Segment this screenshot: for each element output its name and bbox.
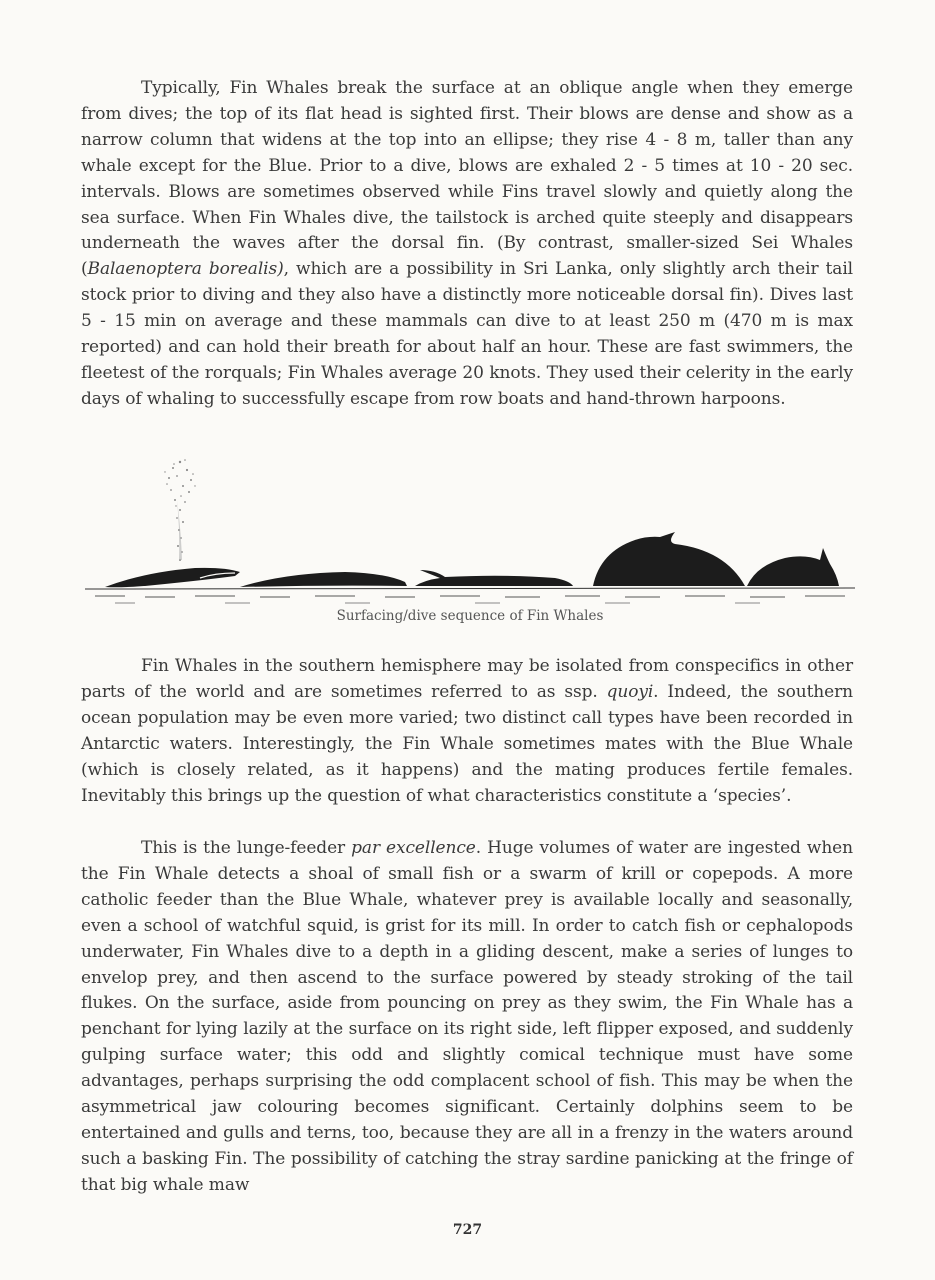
whale-1-head bbox=[105, 568, 240, 587]
whale-4-arch bbox=[593, 532, 745, 586]
page-number: 727 bbox=[452, 1222, 483, 1238]
whale-5-tailstock bbox=[747, 548, 839, 586]
text-run: Typically, Fin Whales break the surface at an oblique angle when they emerge from dives; the top of its flat head is sighted first. Their blows are dense and show as a narrow column that widens at the top into an ellipse; they rise 4 - 8 m, taller than any whale except for the Blue. Prior to a dive, blows are exhaled 2 - 5 times at 10 - 20 sec. intervals. Blows are sometimes observed while Fins travel slowly and quietly along the sea surface. When Fin Whales dive, the tailstock is arched quite steeply and disappears underneath the waves after the dorsal fin. (By contrast, smaller-sized Sei Whales ( bbox=[81, 78, 853, 280]
text-run: , which are a possibility in Sri Lanka, only slightly arch their tail stock prior to diving and they also have a distinctly more noticeable dorsal fin). Dives last 5 - 15 min on average and these mammals can dive to at least 250 m (470 m is max reported) and can hold their breath for about half an hour. These are fast swimmers, the fleetest of the rorquals; Fin Whales average 20 knots. They used their celerity in the early days of whaling to successfully escape from row boats and hand-thrown harpoons. bbox=[81, 259, 853, 409]
text-run: Fin Whales in the southern hemisphere may be isolated from conspecifics in other parts of the world and are sometimes referred to as ssp. bbox=[81, 656, 853, 702]
italic-term: Balaenoptera borealis) bbox=[87, 259, 284, 280]
whale-2-back bbox=[240, 572, 407, 587]
whale-dive-sequence-illustration bbox=[85, 440, 855, 605]
text-run: . Huge volumes of water are ingested when the Fin Whale detects a shoal of small fish or a swarm of krill or copepods. A more catholic feeder than the Blue Whale, whatever prey is available locally and seasonally, even a school of watchful squid, is grist for its mill. In order to catch fish or cephalopods underwater, Fin Whales dive to a depth in a gliding descent, make a series of lunges to envelop prey, and then ascend to the surface powered by steady stroking of the tail flukes. On the surface, aside from pouncing on prey as they swim, the Fin Whale has a penchant for lying lazily at the surface on its right side, left flipper exposed, and suddenly gulping surface water; this odd and slightly comical technique must have some advantages, perhaps surprising the odd complacent school of fish. This may be when the asymmetrical jaw colouring becomes significant. Certainly dolphins seem to be entertained and gulls and terns, too, because they are all in a frenzy in the waters around such a basking Fin. The possibility of catching the stray sardine panicking at the fringe of that big whale maw bbox=[81, 838, 853, 1195]
text-run: This is the lunge-feeder bbox=[141, 838, 352, 858]
italic-term: par excellence bbox=[351, 838, 476, 858]
italic-term: quoyi bbox=[606, 681, 654, 702]
text-run: . Indeed, the southern ocean population may be even more varied; two distinct call types have been recorded in Antarctic waters. Interestingly, the Fin Whale sometimes mates with the Blue Whale (which is closely related, as it happens) and the mating produces fertile females. Inevitably this brings up the question of what characteristics constitute a ‘species’. bbox=[81, 681, 853, 806]
paragraph-southern-population bbox=[81, 654, 853, 809]
figure-dive-sequence bbox=[85, 440, 855, 640]
paragraph-lunge-feeding bbox=[81, 836, 853, 1199]
paragraph-surfacing-behaviour bbox=[81, 76, 853, 413]
whale-3-dorsal bbox=[415, 570, 573, 586]
figure-caption: Surfacing/dive sequence of Fin Whales bbox=[336, 608, 604, 624]
sea-surface-lines bbox=[85, 588, 855, 603]
